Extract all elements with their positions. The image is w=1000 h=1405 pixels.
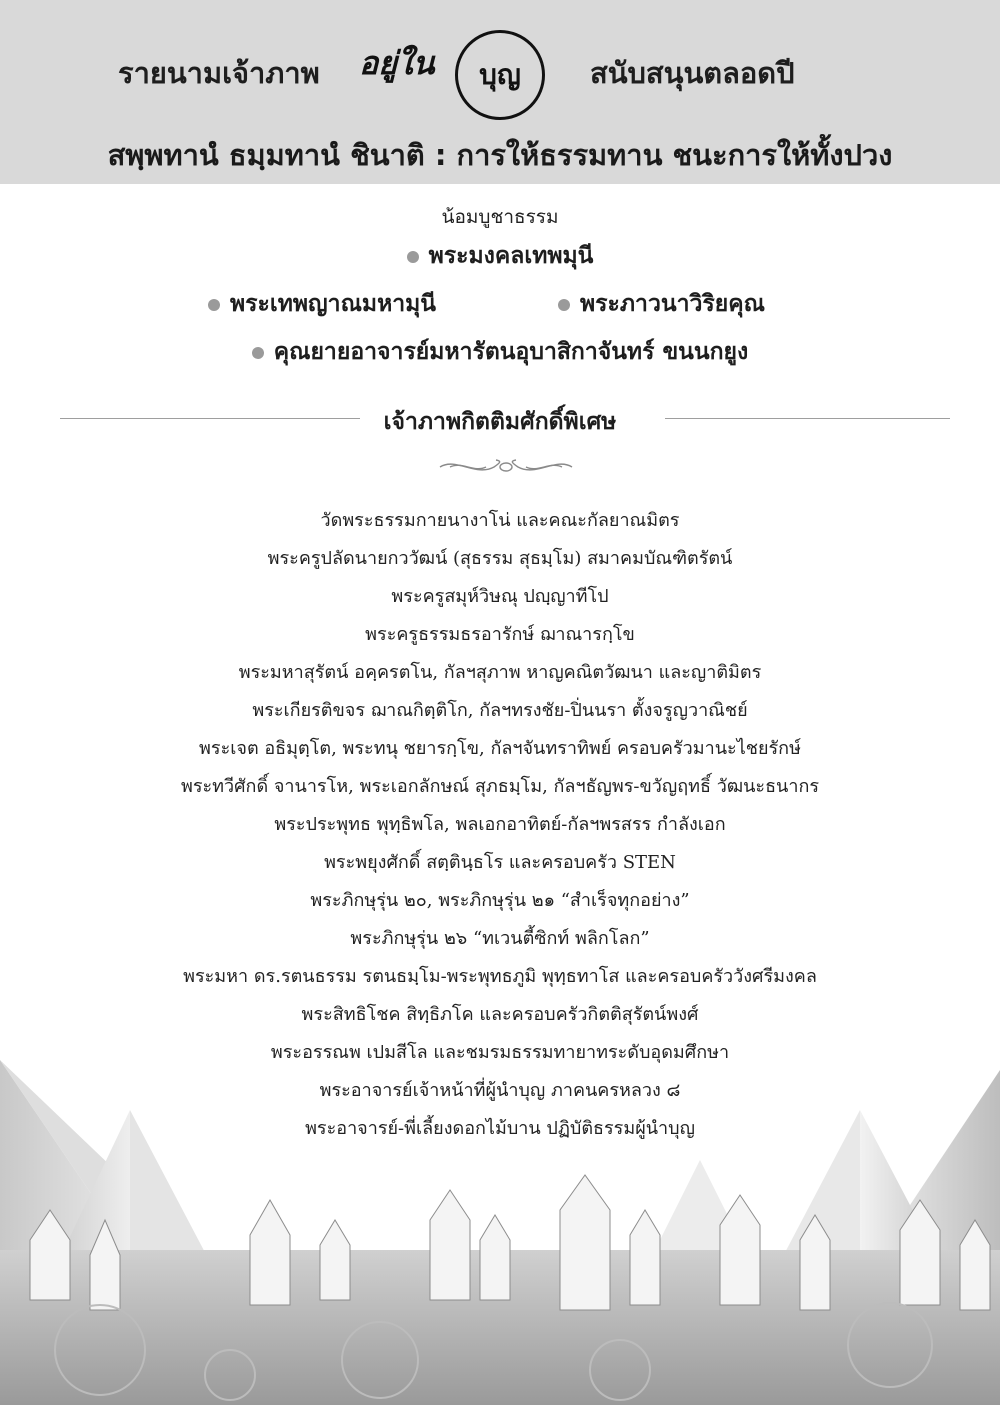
list-item: วัดพระธรรมกายนางาโน่ และคณะกัลยาณมิตร (320, 510, 680, 531)
list-item: พระอาจารย์-พี่เลี้ยงดอกไม้บาน ปฏิบัติธรรมผู้นำบุญ (305, 1118, 695, 1139)
logo-circle-text: บุญ (479, 58, 521, 91)
list-item: พระครูปลัดนายกววัฒน์ (สุธรรม สุธมฺโม) สมาคมบัณฑิตรัตน์ (267, 548, 733, 569)
list-item: พระเจต อธิมุตฺโต, พระทนุ ชยารกฺโข, กัลฯจันทราทิพย์ ครอบครัวมานะไชยรักษ์ (199, 738, 801, 759)
honor-line (0, 238, 1000, 274)
honor-name: พระเทพญาณมหามุนี (230, 291, 437, 317)
honor-name: พระมงคลเทพมุนี (428, 243, 594, 269)
list-item: พระอรรณพ เปมสีโล และชมรมธรรมทายาทระดับอุดมศึกษา (270, 1042, 730, 1063)
header-title-row (0, 28, 1000, 118)
honor-title: น้อมบูชาธรรม (441, 206, 559, 228)
honor-name: คุณยายอาจารย์มหารัตนอุบาสิกาจันทร์ ขนนกยูง (273, 339, 749, 365)
dhamma-motto: สพฺพทานํ ธมฺมทานํ ชินาติ : การให้ธรรมทาน ชนะการให้ทั้งปวง (107, 138, 893, 172)
list-item: พระภิกษุรุ่น ๒๐, พระภิกษุรุ่น ๒๑ “สำเร็จทุกอย่าง” (310, 890, 690, 911)
list-item: พระครูธรรมธรอารักษ์ ฌาณารกฺโข (365, 624, 635, 645)
list-item: พระภิกษุรุ่น ๒๖ “ทเวนตี้ซิกท์ พลิกโลก” (350, 928, 650, 949)
bullet-dot-icon (407, 251, 419, 263)
honor-line (0, 334, 1000, 370)
header-banner (0, 0, 1000, 184)
list-item: พระสิทธิโชค สิทฺธิภโค และครอบครัวกิตติสุรัตน์พงศ์ (301, 1004, 699, 1025)
header-title-left: รายนามเจ้าภาพ (118, 56, 320, 90)
list-item: พระประพุทธ พุทฺธิพโล, พลเอกอาทิตย์-กัลฯพรสรร กำลังเอก (274, 814, 726, 835)
section-header (0, 404, 1000, 436)
section-title: เจ้าภาพกิตติมศักดิ์พิเศษ (383, 409, 617, 435)
bullet-dot-icon (208, 299, 220, 311)
magazine-logo (355, 28, 555, 120)
bullet-dot-icon (252, 347, 264, 359)
bullet-dot-icon (558, 299, 570, 311)
flourish-ornament-icon (436, 455, 576, 479)
honor-line (208, 286, 436, 322)
list-item: พระมหา ดร.รตนธรรม รตนธมฺโม-พระพุทธภูมิ พุทฺธทาโส และครอบครัววังศรีมงคล (183, 966, 817, 987)
list-item: พระเกียรติขจร ฌาณกิตฺติโก, กัลฯทรงชัย-ปิ่นนรา ตั้งจรูญวาณิชย์ (252, 700, 748, 721)
honor-line (558, 286, 765, 322)
list-item: พระทวีศักดิ์ จานารโห, พระเอกลักษณ์ สุภธมฺโม, กัลฯธัญพร-ขวัญฤทธิ์ วัฒนะธนากร (180, 776, 820, 797)
header-title-right: สนับสนุนตลอดปี (590, 56, 795, 90)
honor-name: พระภาวนาวิริยคุณ (580, 291, 765, 317)
logo-script-text: อยู่ใน (359, 44, 435, 82)
list-item: พระพยุงศักดิ์ สตฺตินฺธโร และครอบครัว STEN (324, 852, 676, 873)
logo-circle (455, 30, 545, 120)
list-item: พระครูสมุห์วิษณุ ปญฺญาทีโป (391, 586, 609, 607)
list-item: พระมหาสุรัตน์ อคฺครตโน, กัลฯสุภาพ หาญคณิตวัฒนา และญาติมิตร (238, 662, 762, 683)
list-item: พระอาจารย์เจ้าหน้าที่ผู้นำบุญ ภาคนครหลวง ๘ (319, 1080, 681, 1101)
sponsor-list (0, 508, 1000, 1154)
